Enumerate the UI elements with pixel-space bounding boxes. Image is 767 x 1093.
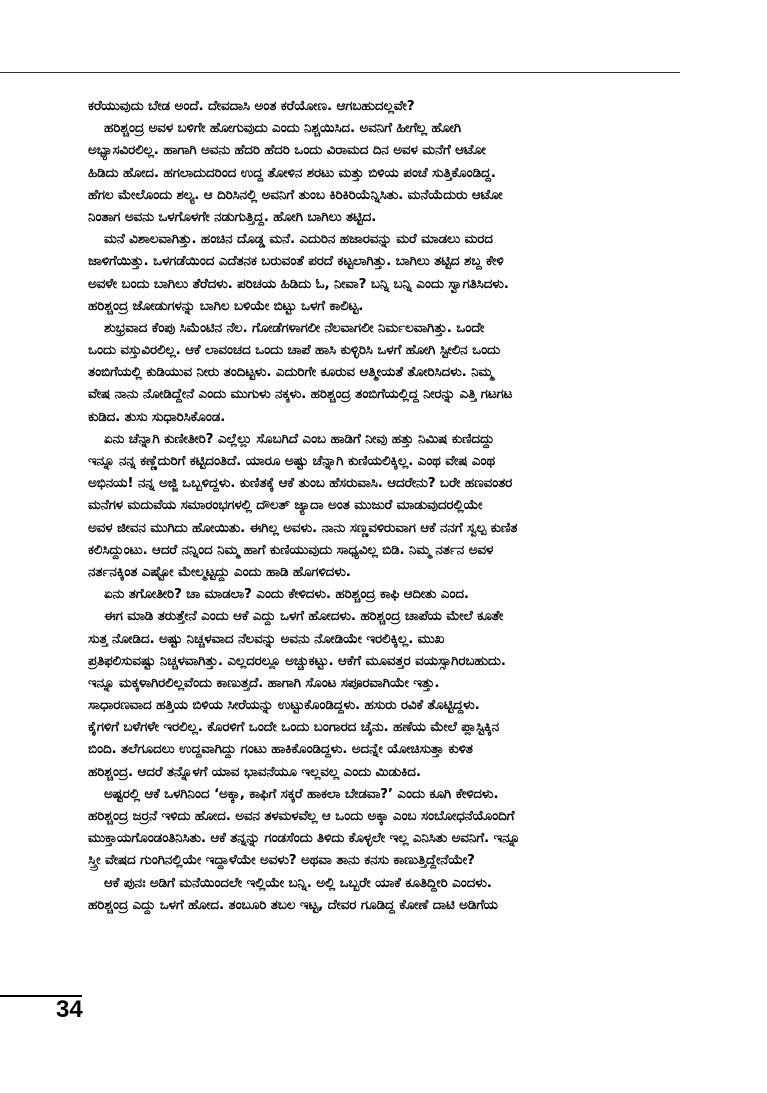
text-line: ಅಭಿನಯ! ನನ್ನ ಅಜ್ಜಿ ಒಬ್ಬಳಿದ್ದಳು. ಕುಣಿತಕ್ಕೆ ಆಕೆ ತುಂಬ ಹೆಸರುವಾಸಿ. ಆದರೇನು? ಬರೇ ಹಣವಂತರ	[88, 475, 513, 492]
text-line: ಇನ್ನೂ ನನ್ನ ಕಣ್ಣೆದುರಿಗೆ ಕಟ್ಟಿದಂತಿದೆ. ಯಾರೂ ಅಷ್ಟು ಚೆನ್ನಾಗಿ ಕುಣಿಯಲಿಕ್ಕಿಲ್ಲ. ಎಂಥ ವೇಷ ಎಂಥ	[88, 453, 495, 469]
text-line: ಹರಿಶ್ಚಂದ್ರ ಅವಳ ಬಳಿಗೇ ಹೋಗುವುದು ಎಂದು ನಿಶ್ಚಯಿಸಿದ. ಅವನಿಗೆ ಹೀಗೆಲ್ಲ ಹೋಗಿ	[104, 120, 462, 137]
text-line: ಹರಿಶ್ಚಂದ್ರ ಎದ್ದು ಒಳಗೆ ಹೋದ. ತಂಬೂರಿ ತಬಲ ಇಟ್ಟ, ದೇವರ ಗೂಡಿದ್ದ ಕೋಣೆ ದಾಟಿ ಅಡಿಗೆಯ	[88, 896, 498, 913]
text-line: ಅವಳೇ ಬಂದು ಬಾಗಿಲು ತೆರೆದಳು. ಪರಿಚಯ ಹಿಡಿದು ಓ, ನೀವಾ? ಬನ್ನಿ ಬನ್ನಿ ಎಂದು ಸ್ವಾಗತಿಸಿದಳು.	[88, 275, 509, 292]
text-line: ವೇಷ ನಾನು ನೋಡಿದ್ದೇನೆ ಎಂದು ಮುಗುಳು ನಕ್ಕಳು. ಹರಿಶ್ಚಂದ್ರ ತಂಬಿಗೆಯಲ್ಲಿದ್ದ ನೀರನ್ನು ಎತ್ತಿ ಗಟಗಟ	[88, 386, 513, 403]
text-line: ಜಾಳಿಗೆಯಿತ್ತು. ಒಳಗಡೆಯಿಂದ ಎದೆತನಕ ಬರುವಂತೆ ಪರದೆ ಕಟ್ಟಲಾಗಿತ್ತು. ಬಾಗಿಲು ತಟ್ಟಿದ ಶಬ್ದ ಕೇಳಿ	[88, 253, 504, 270]
text-line: ಕೈಗಳಿಗೆ ಬಳೆಗಳೇ ಇರಲಿಲ್ಲ. ಕೊರಳಿಗೆ ಒಂದೇ ಒಂದು ಬಂಗಾರದ ಚೈನು. ಹಣೆಯ ಮೇಲೆ ಪ್ಲಾಸ್ಟಿಕ್ಕಿನ	[88, 719, 499, 736]
text-line: ಬಿಂದಿ. ತಲೆಗೂದಲು ಉದ್ದವಾಗಿದ್ದು ಗಂಟು ಹಾಕಿಕೊಂಡಿದ್ದಳು. ಅದನ್ನೇ ಯೋಚಿಸುತ್ತಾ ಕುಳಿತ	[88, 741, 473, 758]
text-line: ಅಷ್ಟರಲ್ಲಿ ಆಕೆ ಒಳಗಿನಿಂದ ‘ಅಕ್ಕಾ, ಕಾಫಿಗೆ ಸಕ್ಕರೆ ಹಾಕಲಾ ಬೇಡವಾ?’ ಎಂದು ಕೂಗಿ ಕೇಳಿದಳು.	[104, 785, 499, 802]
text-line: ಶುಭ್ರವಾದ ಕೆಂಪು ಸಿಮೆಂಟಿನ ನೆಲ. ಗೋಡೆಗಳಾಗಲೀ ನೆಲವಾಗಲೀ ನಿರ್ಮಲವಾಗಿತ್ತು. ಒಂದೇ	[104, 319, 485, 336]
text-line: ಆಕೆ ಪುನಃ ಅಡಿಗೆ ಮನೆಯಿಂದಲೇ ಇಲ್ಲಿಯೇ ಬನ್ನಿ. ಅಲ್ಲಿ ಒಬ್ಬರೇ ಯಾಕೆ ಕೂತಿದ್ದೀರಿ ಎಂದಳು.	[104, 874, 492, 891]
text-line: ನಿಂತಾಗ ಅವನು ಒಳಗೊಳಗೇ ನಡುಗುತ್ತಿದ್ದ. ಹೋಗಿ ಬಾಗಿಲು ತಟ್ಟಿದ.	[88, 208, 377, 225]
text-line: ಹರಿಶ್ಚಂದ್ರ. ಆದರೆ ತನ್ನೊಳಗೆ ಯಾವ ಭಾವನೆಯೂ ಇಲ್ಲವಲ್ಲ ಎಂದು ಮಿಡುಕಿದ.	[88, 763, 421, 780]
text-line: ಒಂದು ವಸ್ತುವಿರಲಿಲ್ಲ. ಆಕೆ ಲಾವಂಚದ ಒಂದು ಚಾಪೆ ಹಾಸಿ ಕುಳ್ಳಿರಿಸಿ ಒಳಗೆ ಹೋಗಿ ಸ್ಟೀಲಿನ ಒಂದು	[88, 342, 500, 359]
text-line: ಮುಕ್ತಾಯಗೊಂಡಂತಿನಿಸಿತು. ಆಕೆ ತನ್ನನ್ನು ಗಂಡಸೆಂದು ತಿಳಿದು ಕೊಳ್ಳಲೇ ಇಲ್ಲ ಎನಿಸಿತು ಅವನಿಗೆ. ಇನ್ನೂ	[88, 830, 520, 847]
text-line: ಮನೆ ವಿಶಾಲವಾಗಿತ್ತು. ಹಂಚಿನ ದೊಡ್ಡ ಮನೆ. ಎದುರಿನ ಹಜಾರವನ್ನು ಮರೆ ಮಾಡಲು ಮರದ	[104, 231, 493, 248]
text-line: ಈಗ ಮಾಡಿ ತರುತ್ತೇನೆ ಎಂದು ಆಕೆ ಎದ್ದು ಒಳಗೆ ಹೋದಳು. ಹರಿಶ್ಚಂದ್ರ ಚಾಪೆಯ ಮೇಲೆ ಕೂತೇ	[104, 608, 504, 625]
text-line: ಇನ್ನೂ ಮಕ್ಕಳಾಗಿರಲಿಲ್ಲವೆಂದು ಕಾಣುತ್ತದೆ. ಹಾಗಾಗಿ ಸೊಂಟ ಸಪೂರವಾಗಿಯೇ ಇತ್ತು.	[88, 674, 440, 691]
text-line: ಏನು ತಗೋತೀರಿ? ಚಾ ಮಾಡಲಾ? ಎಂದು ಕೇಳಿದಳು. ಹರಿಶ್ಚಂದ್ರ ಕಾಫಿ ಆದೀತು ಎಂದ.	[104, 586, 469, 603]
text-line: ಕಲಿಸಿದ್ದುಂಟು. ಆದರೆ ನನ್ನಿಂದ ನಿಮ್ಮ ಹಾಗೆ ಕುಣಿಯುವುದು ಸಾಧ್ಯವಿಲ್ಲ ಬಿಡಿ. ನಿಮ್ಮ ನರ್ತನ ಅವಳ	[88, 541, 494, 558]
text-line: ಸ್ತ್ರೀ ವೇಷದ ಗುಂಗಿನಲ್ಲಿಯೇ ಇದ್ದಾಳೆಯೇ ಅವಳು? ಅಥವಾ ತಾನು ಕನಸು ಕಾಣುತ್ತಿದ್ದೇನೆಯೇ?	[88, 852, 475, 869]
top-divider	[0, 72, 680, 73]
text-line: ಅಭ್ಯಾಸವಿರಲಿಲ್ಲ. ಹಾಗಾಗಿ ಅವನು ಹೆದರಿ ಹೆದರಿ ಒಂದು ವಿರಾಮದ ದಿನ ಅವಳ ಮನೆಗೆ ಆಟೋ	[88, 142, 486, 159]
text-line: ತಂಬಿಗೆಯಲ್ಲಿ ಕುಡಿಯುವ ನೀರು ತಂದಿಟ್ಟಳು. ಎದುರಿಗೇ ಕೂರುವ ಆತ್ಮೀಯತೆ ತೋರಿಸಿದಳು. ನಿಮ್ಮ	[88, 364, 494, 381]
text-line: ಹರಿಶ್ಚಂದ್ರ ಜೋಡುಗಳನ್ನು ಬಾಗಿಲ ಬಳಿಯೇ ಬಿಟ್ಟು ಒಳಗೆ ಕಾಲಿಟ್ಟ.	[88, 297, 364, 314]
text-line: ಕರೆಯುವುದು ಬೇಡ ಅಂದೆ. ದೇವದಾಸಿ ಅಂತ ಕರೆಯೋಣ. ಆಗಬಹುದಲ್ಲವೇ?	[88, 98, 415, 114]
text-line: ಹಿಡಿದು ಹೋದ. ಹಗಲಾದುದರಿಂದ ಉದ್ದ ತೋಳಿನ ಶರಟು ಮತ್ತು ಬಿಳಿಯ ಪಂಚೆ ಸುತ್ತಿಕೊಂಡಿದ್ದ.	[88, 164, 496, 181]
text-line: ನರ್ತನಕ್ಕಿಂತ ಎಷ್ಟೋ ಮೇಲ್ಮಟ್ಟದ್ದು ಎಂದು ಹಾಡಿ ಹೊಗಳಿದಳು.	[88, 563, 351, 580]
text-line: ಏನು ಚೆನ್ನಾಗಿ ಕುಣೀತೀರಿ? ಎಲ್ಲೆಲ್ಲು ಸೊಬಗಿದೆ ಎಂಬ ಹಾಡಿಗೆ ನೀವು ಹತ್ತು ನಿಮಿಷ ಕುಣಿದದ್ದು	[104, 430, 495, 447]
body-text	[88, 95, 686, 916]
text-line: ಸುತ್ತ ನೋಡಿದ. ಅಷ್ಟು ನಿಚ್ಚಳವಾದ ನೆಲವನ್ನು ಅವನು ನೋಡಿಯೇ ಇರಲಿಕ್ಕಿಲ್ಲ. ಮುಖ	[88, 630, 445, 647]
text-line: ಮನೆಗಳ ಮದುವೆಯ ಸಮಾರಂಭಗಳಲ್ಲಿ ದೌಲತ್ ಜ್ಯಾದಾ ಅಂತ ಮುಜುರೆ ಮಾಡುವುದರಲ್ಲಿಯೇ	[88, 497, 483, 514]
text-line: ಹೆಗಲ ಮೇಲೊಂದು ಶಲ್ಯ. ಆ ದಿರಿಸಿನಲ್ಲಿ ಅವನಿಗೆ ತುಂಬ ಕಿರಿಕಿರಿಯೆನ್ನಿಸಿತು. ಮನೆಯೆದುರು ಆಟೋ	[88, 186, 503, 203]
text-line: ಸಾಧಾರಣವಾದ ಹತ್ತಿಯ ಬಿಳಿಯ ಸೀರೆಯನ್ನು ಉಟ್ಟುಕೊಂಡಿದ್ದಳು. ಹಸುರು ರವಿಕೆ ತೊಟ್ಟಿದ್ದಳು.	[88, 697, 480, 714]
text-line: ಹರಿಶ್ಚಂದ್ರ ಜರ್ರನೆ ಇಳಿದು ಹೋದ. ಅವನ ತಳಮಳವೆಲ್ಲ ಆ ಒಂದು ಅಕ್ಕಾ ಎಂಬ ಸಂಬೋಧನೆಯೊಂದಿಗೆ	[88, 808, 515, 824]
text-line: ಪ್ರತಿಫಲಿಸುವಷ್ಟು ನಿಚ್ಚಳವಾಗಿತ್ತು. ಎಲ್ಲದರಲ್ಲೂ ಅಚ್ಚುಕಟ್ಟು. ಆಕೆಗೆ ಮೂವತ್ತರ ವಯಸ್ಸಾಗಿರಬಹುದು.	[88, 652, 506, 669]
text-line: ಅವಳ ಜೀವನ ಮುಗಿದು ಹೋಯಿತು. ಈಗಿಲ್ಲ ಅವಳು. ನಾನು ಸಣ್ಣವಳಿರುವಾಗ ಆಕೆ ನನಗೆ ಸ್ವಲ್ಪ ಕುಣಿತ	[88, 519, 518, 536]
page-number: 34	[56, 996, 83, 1023]
text-line: ಕುಡಿದ. ತುಸು ಸುಧಾರಿಸಿಕೊಂಡ.	[88, 408, 226, 425]
